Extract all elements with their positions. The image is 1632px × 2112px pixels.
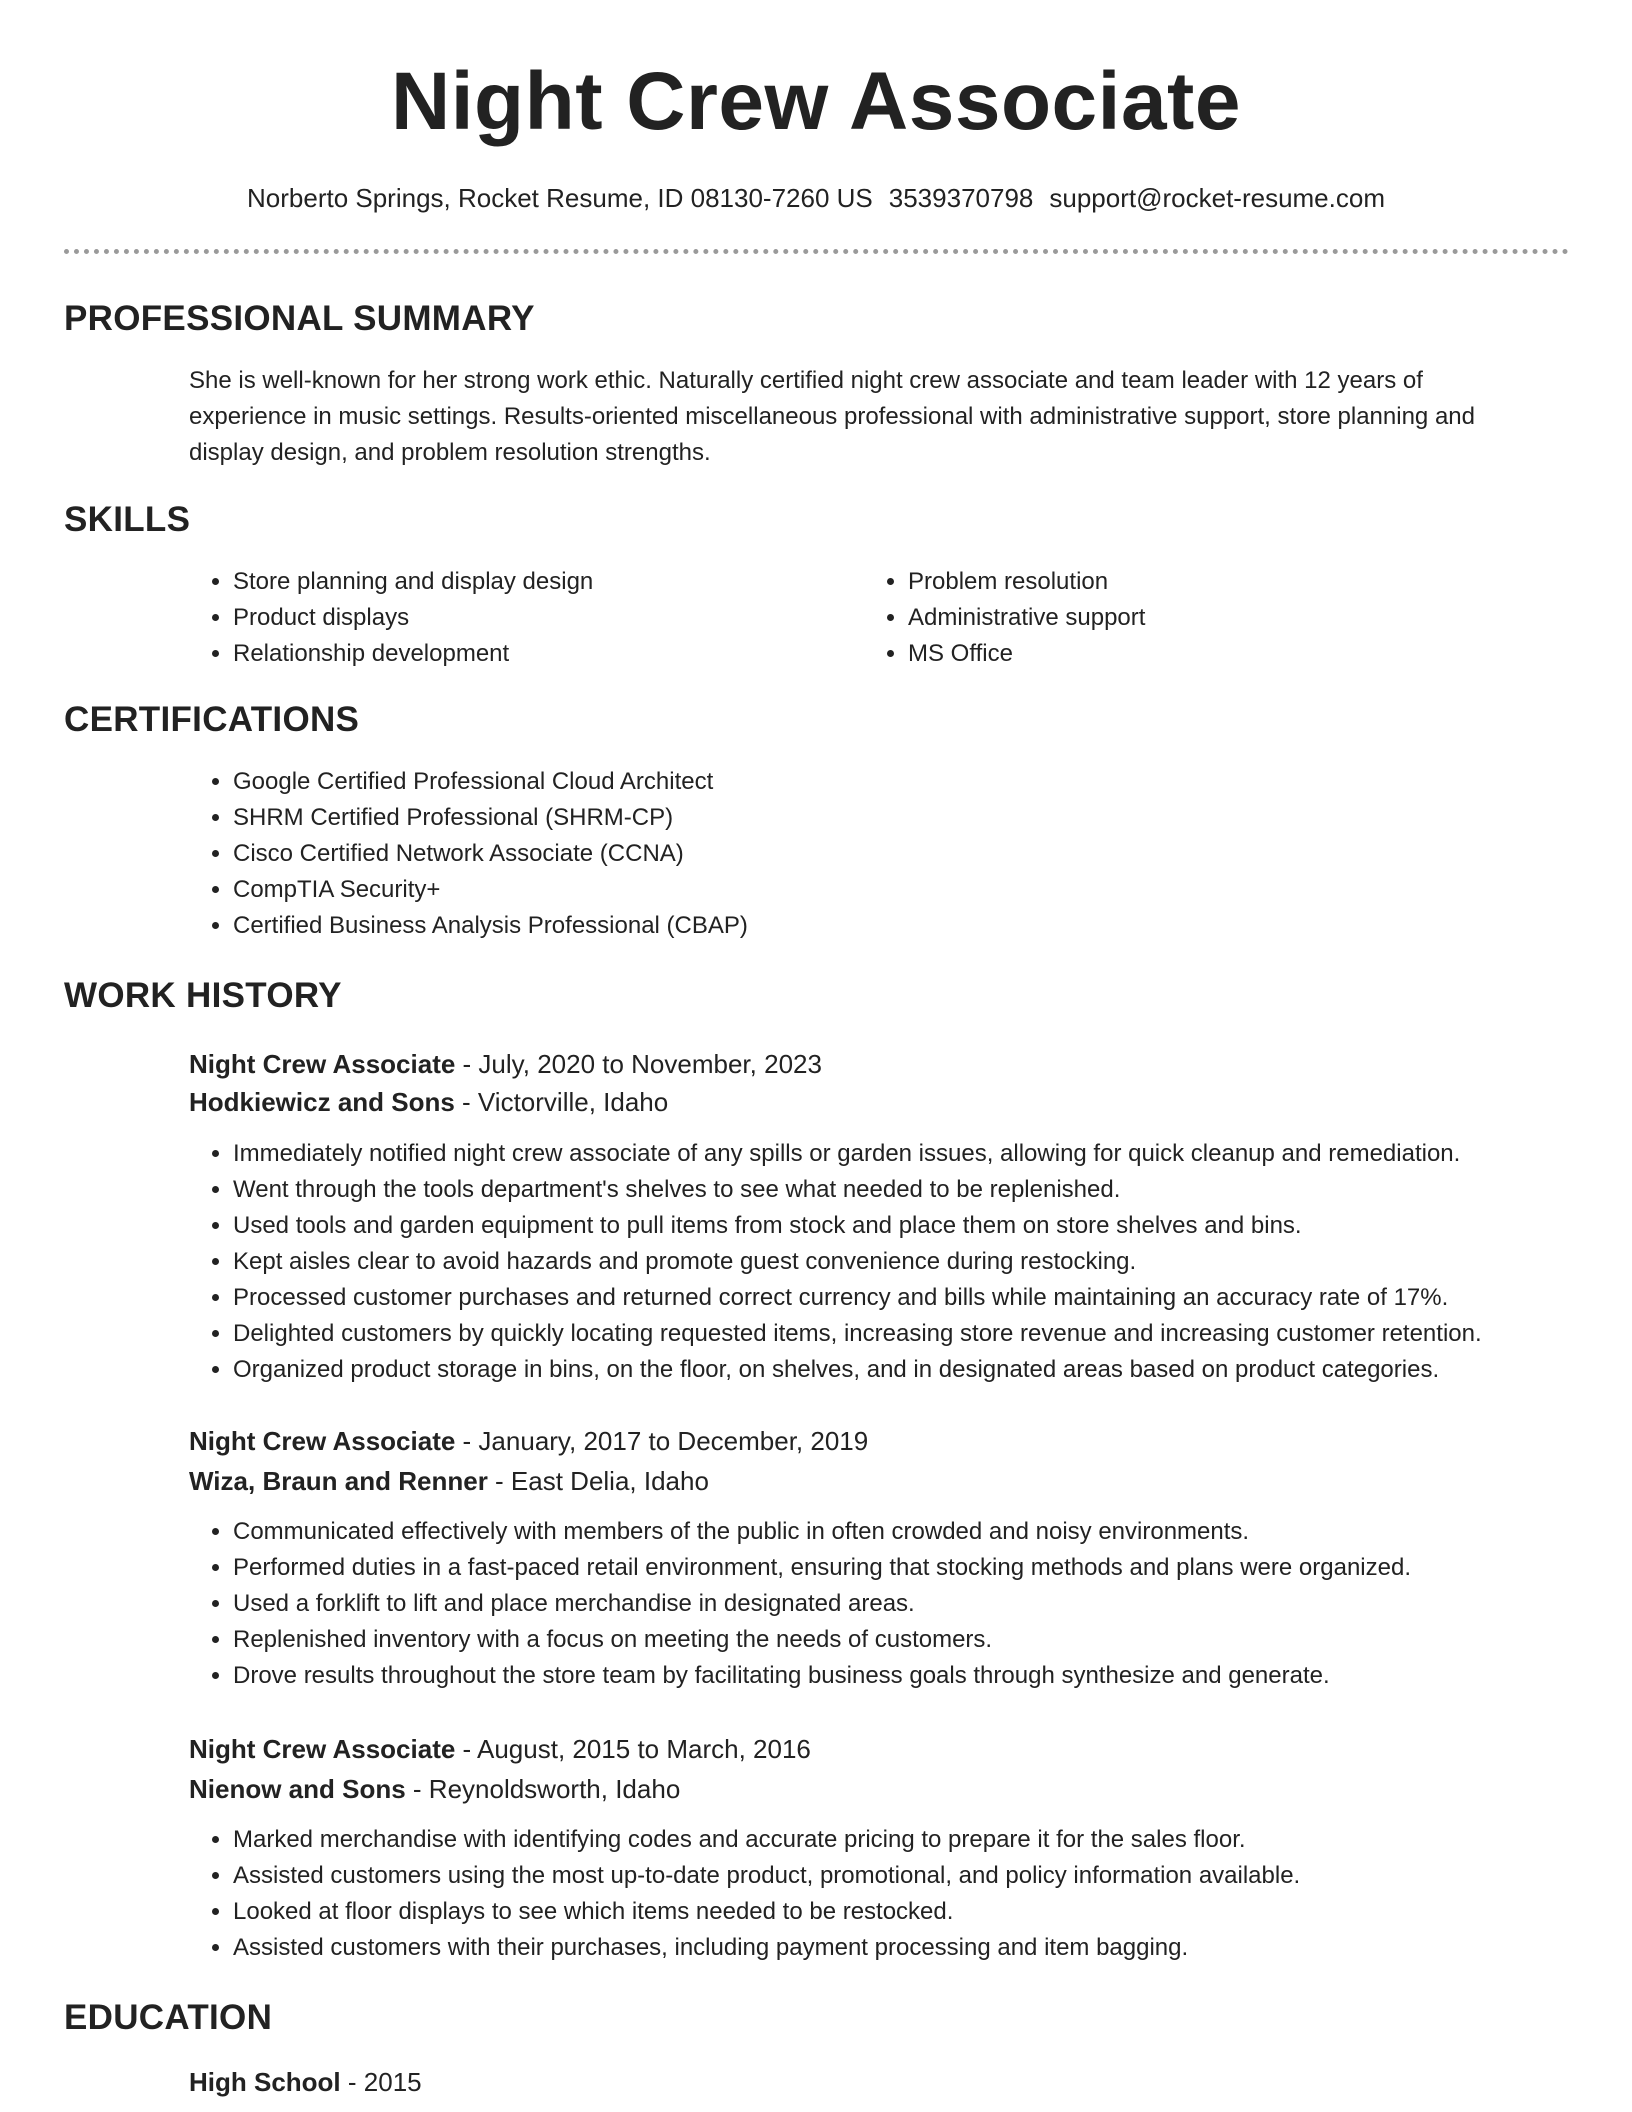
job-company-line [189, 1769, 680, 1809]
contact-address: Norberto Springs, Rocket Resume, ID 08130-7260 US [247, 183, 873, 213]
header-divider [64, 249, 1569, 254]
contact-phone: 3539370798 [888, 183, 1034, 213]
job-bullet: • Organized product storage in bins, on the floor, on shelves, and in designated areas based on product categories. [233, 1352, 1482, 1388]
job-bullet: • Processed customer purchases and returned correct currency and bills while maintaining an accuracy rate of 17%. [233, 1280, 1482, 1316]
skill-item: • Store planning and display design [233, 564, 593, 600]
certification-item: • CompTIA Security+ [233, 872, 748, 908]
job-location: - Victorville, Idaho [454, 1087, 669, 1117]
job-bullet: • Went through the tools department's shelves to see what needed to be replenished. [233, 1172, 1482, 1208]
job-company: Nienow and Sons [189, 1774, 406, 1804]
section-title-work-history: WORK HISTORY [64, 976, 342, 1015]
certification-item: • SHRM Certified Professional (SHRM-CP) [233, 800, 748, 836]
resume-name: Night Crew Associate [391, 56, 1241, 147]
education-line [189, 2062, 422, 2102]
job-title-line [189, 1421, 868, 1461]
job-bullets [189, 1514, 1411, 1694]
job-location: - East Delia, Idaho [487, 1466, 709, 1496]
summary-text: She is well-known for her strong work ethic. Naturally certified night crew associate and team leader with 12 years of experience in music settings. Results-oriented miscellaneous professional with administrative support, store planning and display design, and problem resolution strengths. [189, 367, 1475, 466]
job-bullet: • Communicated effectively with members of the public in often crowded and noisy environments. [233, 1514, 1411, 1550]
job-bullet: • Immediately notified night crew associate of any spills or garden issues, allowing for quick cleanup and remediation. [233, 1136, 1482, 1172]
job-bullet: • Drove results throughout the store team by facilitating business goals through synthesize and generate. [233, 1658, 1411, 1694]
job-bullet: • Marked merchandise with identifying codes and accurate pricing to prepare it for the sales floor. [233, 1822, 1300, 1858]
certification-item: • Google Certified Professional Cloud Architect [233, 764, 748, 800]
job-dates: - August, 2015 to March, 2016 [455, 1734, 811, 1764]
contact-line [0, 180, 1632, 216]
job-role: Night Crew Associate [189, 1734, 456, 1764]
certification-item: • Certified Business Analysis Professional (CBAP) [233, 908, 748, 944]
job-bullet: • Used tools and garden equipment to pull items from stock and place them on store shelves and bins. [233, 1208, 1482, 1244]
job-bullet: • Performed duties in a fast-paced retail environment, ensuring that stocking methods and plans were organized. [233, 1550, 1411, 1586]
section-title-education: EDUCATION [64, 1998, 273, 2037]
job-dates: - July, 2020 to November, 2023 [455, 1049, 822, 1079]
skill-item: • Product displays [233, 600, 593, 636]
job-company: Wiza, Braun and Renner [189, 1466, 488, 1496]
skills-list-left [189, 564, 593, 672]
job-title-line [189, 1729, 811, 1769]
skills-list-right [864, 564, 1145, 672]
job-bullets [189, 1136, 1482, 1388]
skill-item: • Problem resolution [908, 564, 1145, 600]
job-bullet: • Replenished inventory with a focus on meeting the needs of customers. [233, 1622, 1411, 1658]
certifications-list [189, 764, 748, 944]
education-degree: High School [189, 2067, 341, 2097]
job-company-line [189, 1082, 668, 1122]
job-bullet: • Delighted customers by quickly locating requested items, increasing store revenue and increasing customer retention. [233, 1316, 1482, 1352]
job-role: Night Crew Associate [189, 1426, 456, 1456]
skill-item: • MS Office [908, 636, 1145, 672]
job-bullet: • Assisted customers using the most up-to-date product, promotional, and policy information available. [233, 1858, 1300, 1894]
section-title-summary: PROFESSIONAL SUMMARY [64, 299, 535, 338]
job-bullet: • Kept aisles clear to avoid hazards and promote guest convenience during restocking. [233, 1244, 1482, 1280]
skill-item: • Relationship development [233, 636, 593, 672]
section-title-certifications: CERTIFICATIONS [64, 700, 360, 739]
job-dates: - January, 2017 to December, 2019 [455, 1426, 869, 1456]
job-location: - Reynoldsworth, Idaho [405, 1774, 681, 1804]
job-company: Hodkiewicz and Sons [189, 1087, 455, 1117]
job-bullet: • Looked at floor displays to see which items needed to be restocked. [233, 1894, 1300, 1930]
skill-item: • Administrative support [908, 600, 1145, 636]
job-company-line [189, 1461, 709, 1501]
contact-email: support@rocket-resume.com [1049, 183, 1385, 213]
job-title-line [189, 1044, 822, 1084]
job-bullet: • Assisted customers with their purchases, including payment processing and item bagging. [233, 1930, 1300, 1966]
job-bullet: • Used a forklift to lift and place merchandise in designated areas. [233, 1586, 1411, 1622]
education-year: - 2015 [340, 2067, 422, 2097]
certification-item: • Cisco Certified Network Associate (CCNA) [233, 836, 748, 872]
job-role: Night Crew Associate [189, 1049, 456, 1079]
section-title-skills: SKILLS [64, 500, 191, 539]
job-bullets [189, 1822, 1300, 1966]
